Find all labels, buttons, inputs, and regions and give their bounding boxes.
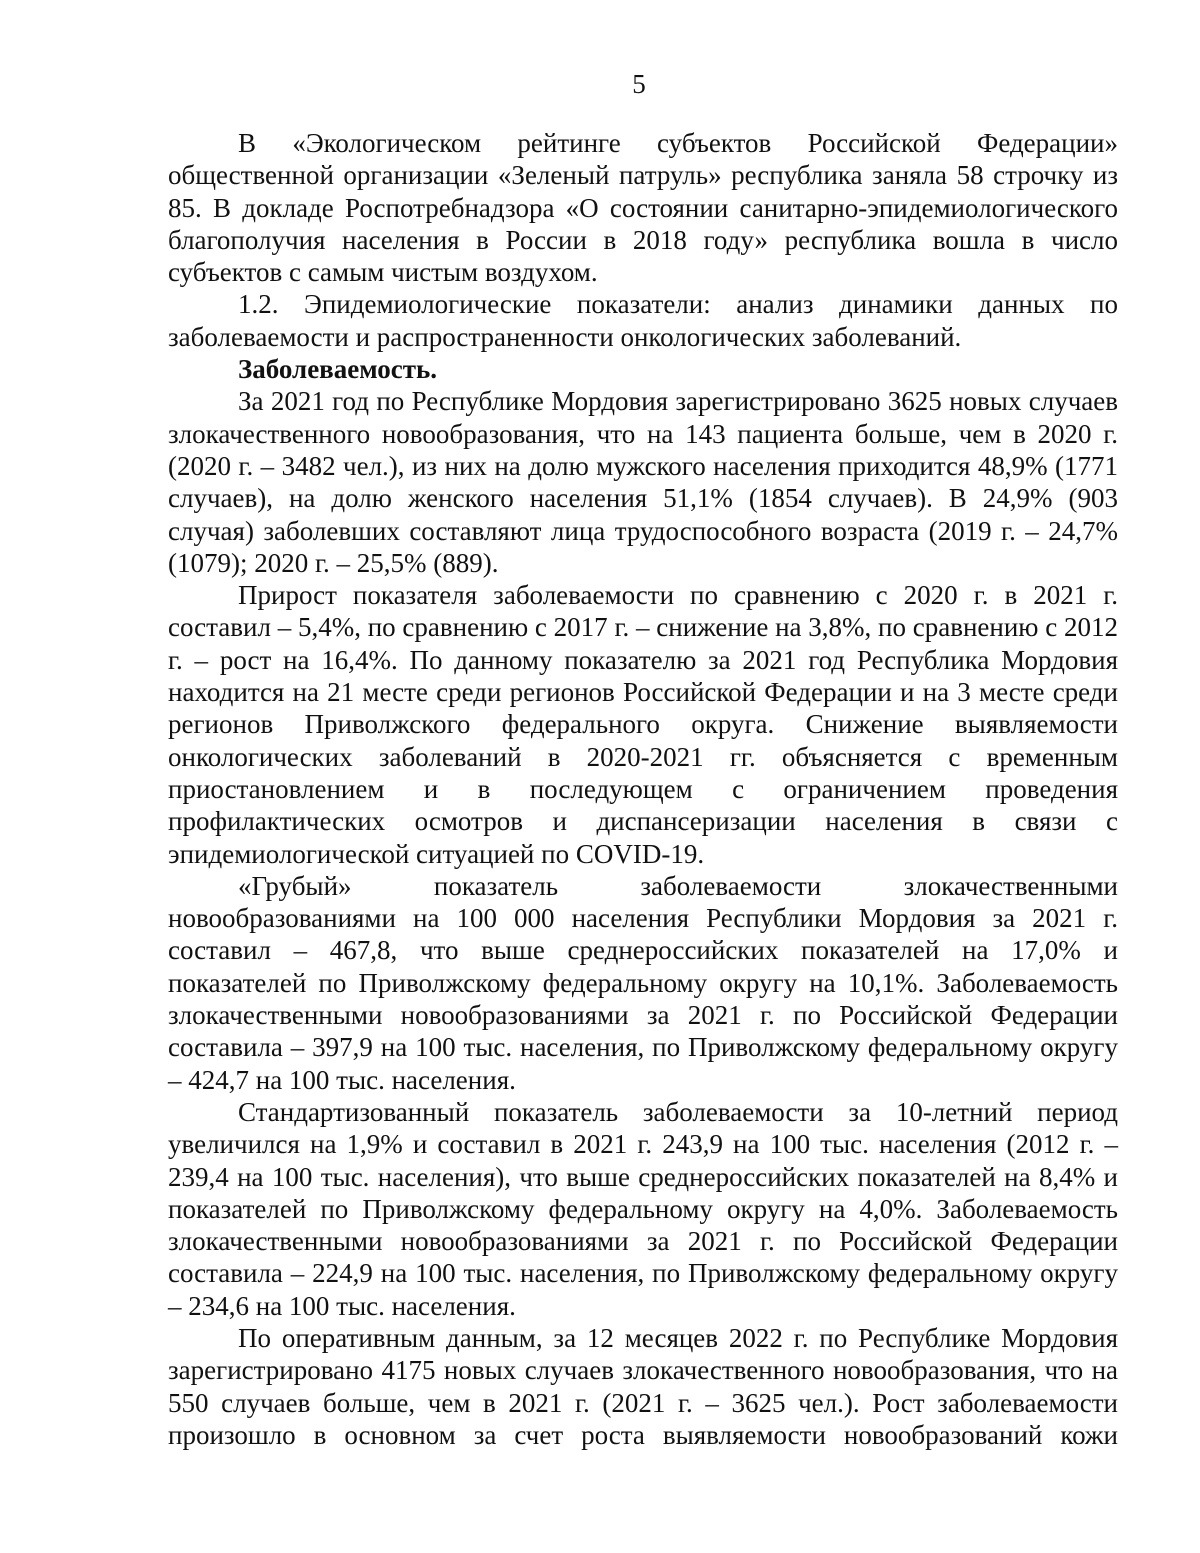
paragraph-incidence-growth: Прирост показателя заболеваемости по сравнению с 2020 г. в 2021 г. составил – 5,4%, по сравнению с 2017 г. – снижение на 3,8%, по сравнению с 2012 г. – рост на 16,4%. По данному показателю за 2021 год Республика Мордовия находится на 21 месте среди регионов Российской Федерации и на 3 месте среди регионов Приволжского федерального округа. Снижение выявляемости онкологических заболеваний в 2020-2021 гг. объясняется с временным приостановлением и в последующем с ограничением проведения профилактических осмотров и диспансеризации населения в связи с эпидемиологической ситуацией по COVID-19. [168, 580, 1118, 869]
section-heading-incidence: Заболеваемость. [238, 354, 438, 385]
page-number: 5 [632, 69, 646, 99]
paragraph-ecological-rating: В «Экологическом рейтинге субъектов Российской Федерации» общественной организации «Зеленый патруль» республика заняла 58 строчку из 85. В докладе Роспотребнадзора «О состоянии санитарно-эпидемиологического благополучия населения в России в 2018 году» республика вошла в число субъектов с самым чистым воздухом. [168, 128, 1118, 288]
document-body [168, 127, 1118, 1451]
paragraph-section-1-2: 1.2. Эпидемиологические показатели: анализ динамики данных по заболеваемости и распространенности онкологических заболеваний. [168, 289, 1118, 352]
paragraph-crude-rate: «Грубый» показатель заболеваемости злокачественными новообразованиями на 100 000 населения Республики Мордовия за 2021 г. составил – 467,8, что выше среднероссийских показателей на 17,0% и показателей по Приволжскому федеральному округу на 10,1%. Заболеваемость злокачественными новообразованиями за 2021 г. по Российской Федерации составила – 397,9 на 100 тыс. населения, по Приволжскому федеральному округу – 424,7 на 100 тыс. населения. [168, 870, 1118, 1095]
paragraph-standardized-rate: Стандартизованный показатель заболеваемости за 10-летний период увеличился на 1,9% и составил в 2021 г. 243,9 на 100 тыс. населения (2012 г. – 239,4 на 100 тыс. населения), что выше среднероссийских показателей на 8,4% и показателей по Приволжскому федеральному округу на 4,0%. Заболеваемость злокачественными новообразованиями за 2021 г. по Российской Федерации составила – 224,9 на 100 тыс. населения, по Приволжскому федеральному округу – 234,6 на 100 тыс. населения. [168, 1096, 1118, 1321]
paragraph-incidence-2021: За 2021 год по Республике Мордовия зарегистрировано 3625 новых случаев злокачественного новообразования, что на 143 пациента больше, чем в 2020 г. (2020 г. – 3482 чел.), из них на долю мужского населения приходится 48,9% (1771 случаев), на долю женского населения 51,1% (1854 случаев). В 24,9% (903 случая) заболевших составляют лица трудоспособного возраста (2019 г. – 24,7% (1079); 2020 г. – 25,5% (889). [168, 386, 1118, 578]
paragraph-operational-data-2022: По оперативным данным, за 12 месяцев 2022 г. по Республике Мордовия зарегистрировано 4175 новых случаев злокачественного новообразования, что на 550 случаев больше, чем в 2021 г. (2021 г. – 3625 чел.). Рост заболеваемости произошло в основном за счет роста выявляемости новообразований кожи [168, 1322, 1118, 1450]
